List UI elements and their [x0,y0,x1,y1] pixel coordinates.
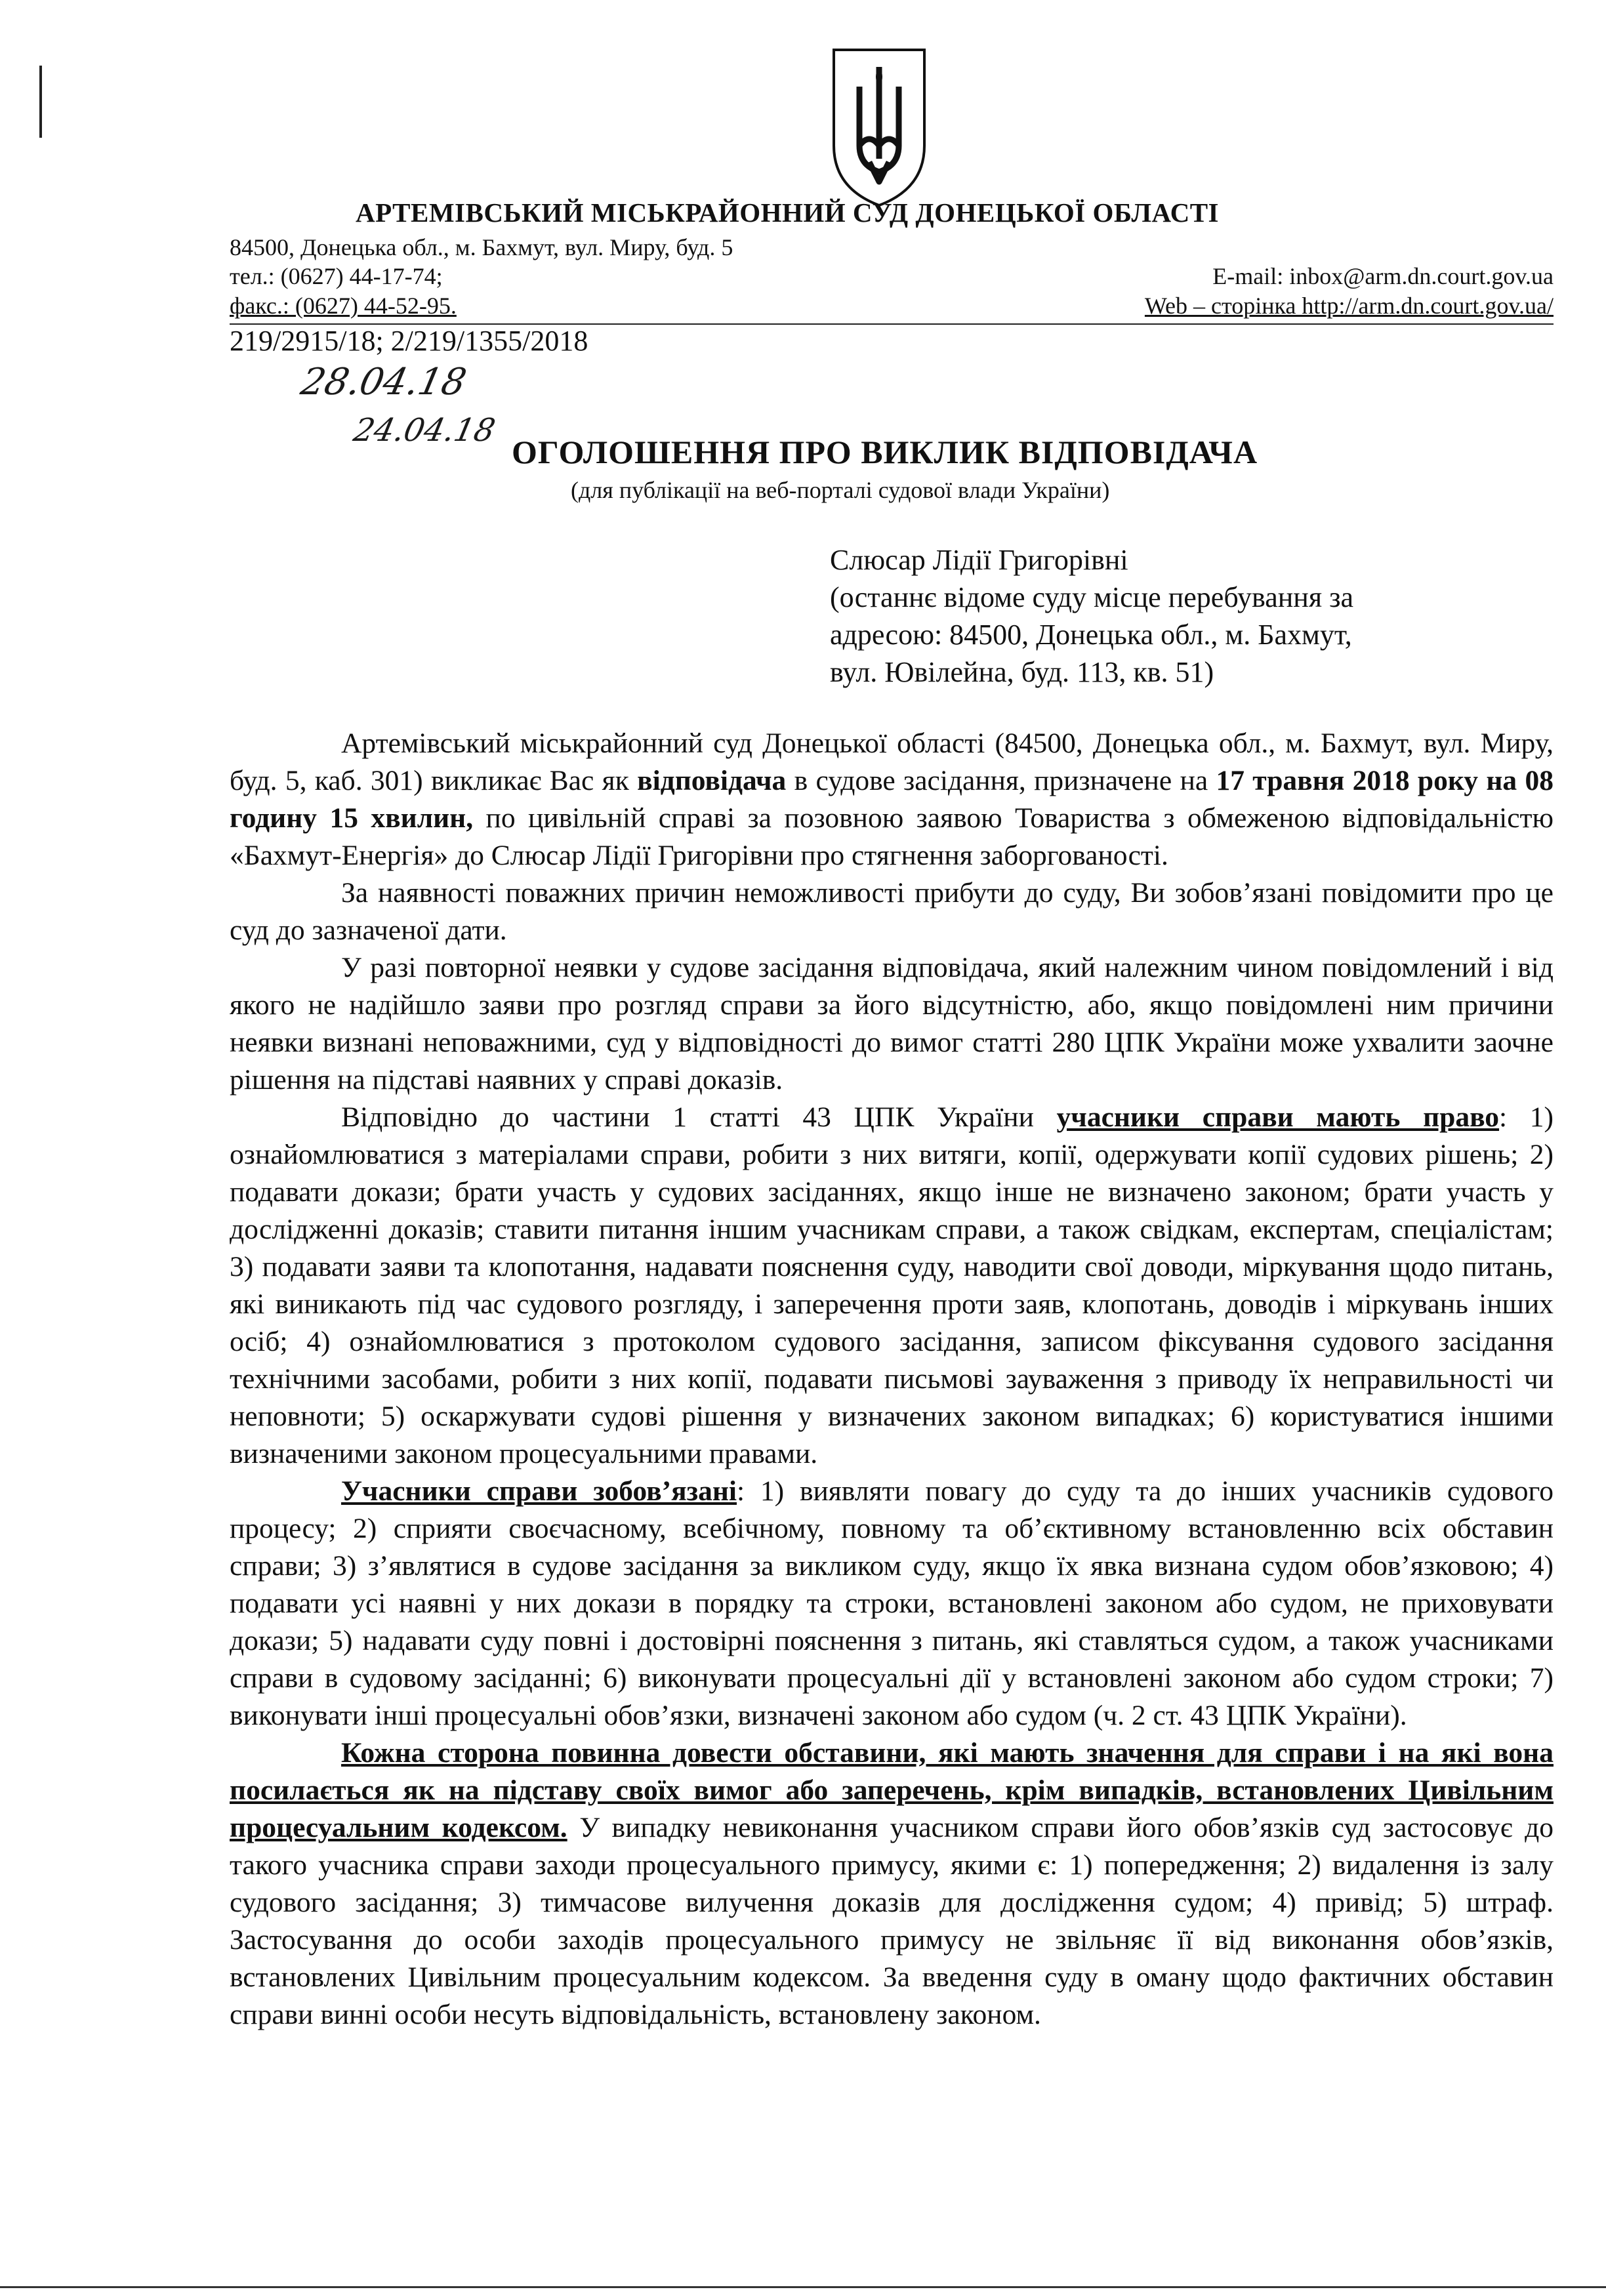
text-span: Відповідно до частини 1 статті 43 ЦПК України [341,1101,1057,1133]
text-span: : 1) виявляти повагу до суду та до інших учасників судового процесу; 2) сприяти своєчасному, всебічному, повному та об’єктивному встановленню всіх обставин справи; 3) з’являтися в судове засідання за викликом суду, якщо їх явка визнана судом обов’язковою; 4) подавати усі наявні у них докази в порядку та строки, встановлені законом або судом, не приховувати докази; 5) надавати суду повні і достовірні пояснення з питань, які ставляться судом, а також учасниками справи в судовому засіданні; 6) виконувати процесуальні дії у встановлені законом або судом строки; 7) виконувати інші процесуальні обов’язки, визначені законом або судом (ч. 2 ст. 43 ЦПК України). [230,1475,1554,1731]
obligations-heading: Учасники справи зобов’язані [341,1475,737,1507]
paragraph-summons [230,725,1554,874]
handwritten-date-2: 24.04.18 [350,412,499,449]
court-phone: тел.: (0627) 44-17-74; [230,263,443,289]
text-span: У випадку невиконання учасником справи його обов’язків суд застосовує до такого учасника справи заходи процесуального примусу, якими є: 1) попередження; 2) видалення із залу судового засідання; 3) тимчасове вилучення доказів для дослідження судом; 4) привід; 5) штраф. Застосування до особи заходів процесуального примусу не звільняє її від виконання обов’язків, встановлених Цивільним процесуальним кодексом. За введення суду в оману щодо фактичних обставин справи винні особи несуть відповідальність, встановлену законом. [230,1812,1554,2030]
court-fax: факс.: (0627) 44-52-95. [230,293,457,319]
paragraph-burden-of-proof [230,1734,1554,2034]
addressee-block [830,541,1552,691]
page-bottom-rule [0,2286,1606,2288]
document-title: ОГОЛОШЕННЯ ПРО ВИКЛИК ВІДПОВІДАЧА [512,434,1258,470]
margin-mark [39,66,42,138]
coat-of-arms-icon [830,47,928,208]
addressee-name: Слюсар Лідії Григорівні [830,544,1128,576]
text-span: : 1) ознайомлюватися з матеріалами справи, робити з них витяги, копії, одержувати копії судових рішень; 2) подавати докази; брати участь у судових засіданнях, якщо інше не визначено законом; брати участь у дослідженні доказів; ставити питання іншим учасникам справи, а також свідкам, експертам, спеціалістам; 3) подавати заяви та клопотання, надавати пояснення суду, наводити свої доводи, міркування щодо питань, які виникають під час судового розгляду, і заперечення проти заяв, клопотань, доводів і міркувань інших осіб; 4) ознайомлюватися з протоколом судового засідання, записом фіксування судового засідання технічними засобами, робити з них копії, подавати письмові зауваження з приводу їх неправильності чи неповноти; 5) оскаржувати судові рішення у визначених законом випадках; 6) користуватися іншими визначеними законом процесуальними правами. [230,1101,1554,1469]
text-span: по цивільній справі за позовною заявою Товариства з обмеженою відповідальністю «Бахмут-Енергія» до Слюсар Лідії Григорівни про стягнення заборгованості. [230,802,1554,871]
handwritten-date-1: 28.04.18 [297,361,470,403]
rights-heading: учасники справи мають право [1056,1101,1500,1133]
text-span: в судове засідання, призначене на [786,765,1216,796]
court-address: 84500, Донецька обл., м. Бахмут, вул. Миру, буд. 5 [230,234,733,260]
notice-body [230,725,1554,2034]
paragraph-rights [230,1099,1554,1473]
addressee-address-line: адресою: 84500, Донецька обл., м. Бахмут, [830,619,1352,651]
paragraph-notify: За наявності поважних причин неможливості прибути до суду, Ви зобов’язані повідомити про це суд до зазначеної дати. [230,877,1554,946]
text-span: Артемівський міськрайонний суд Донецької області (84500, Донецька обл., м. Бахмут, вул. Миру, буд. 5, каб. 301) викликає Вас як [230,728,1554,796]
burden-of-proof-heading: Кожна сторона повинна довести обставини, які мають значення для справи і на які вона посилається як на підставу своїх вимог або заперечень, крім випадків, встановлених Цивільним процесуальним кодексом. [230,1737,1554,1843]
role-emphasis: відповідача [637,765,787,796]
case-numbers: 219/2915/18; 2/219/1355/2018 [230,325,588,357]
paragraph-obligations [230,1473,1554,1734]
court-name: АРТЕМІВСЬКИЙ МІСЬКРАЙОННИЙ СУД ДОНЕЦЬКОЇ ОБЛАСТІ [355,197,1220,228]
court-email[interactable]: E-mail: inbox@arm.dn.court.gov.ua [1212,263,1554,289]
document-subtitle: (для публікації на веб-порталі судової влади України) [571,477,1110,503]
court-website-link[interactable]: Web – сторінка http://arm.dn.court.gov.ua/ [1144,293,1554,319]
addressee-address-line: вул. Ювілейна, буд. 113, кв. 51) [830,656,1214,688]
addressee-address-line: (останнє відоме суду місце перебування за [830,581,1353,613]
hearing-datetime: 17 травня 2018 року на 08 годину 15 хвилин, [230,765,1554,834]
paragraph-default-judgment: У разі повторної неявки у судове засідання відповідача, який належним чином повідомлений і від якого не надійшло заяви про розгляд справи за його відсутністю, або, якщо повідомлені ним причини неявки визнані неповажними, суд у відповідності до вимог статті 280 ЦПК України може ухвалити заочне рішення на підставі наявних у справі доказів. [230,952,1554,1096]
